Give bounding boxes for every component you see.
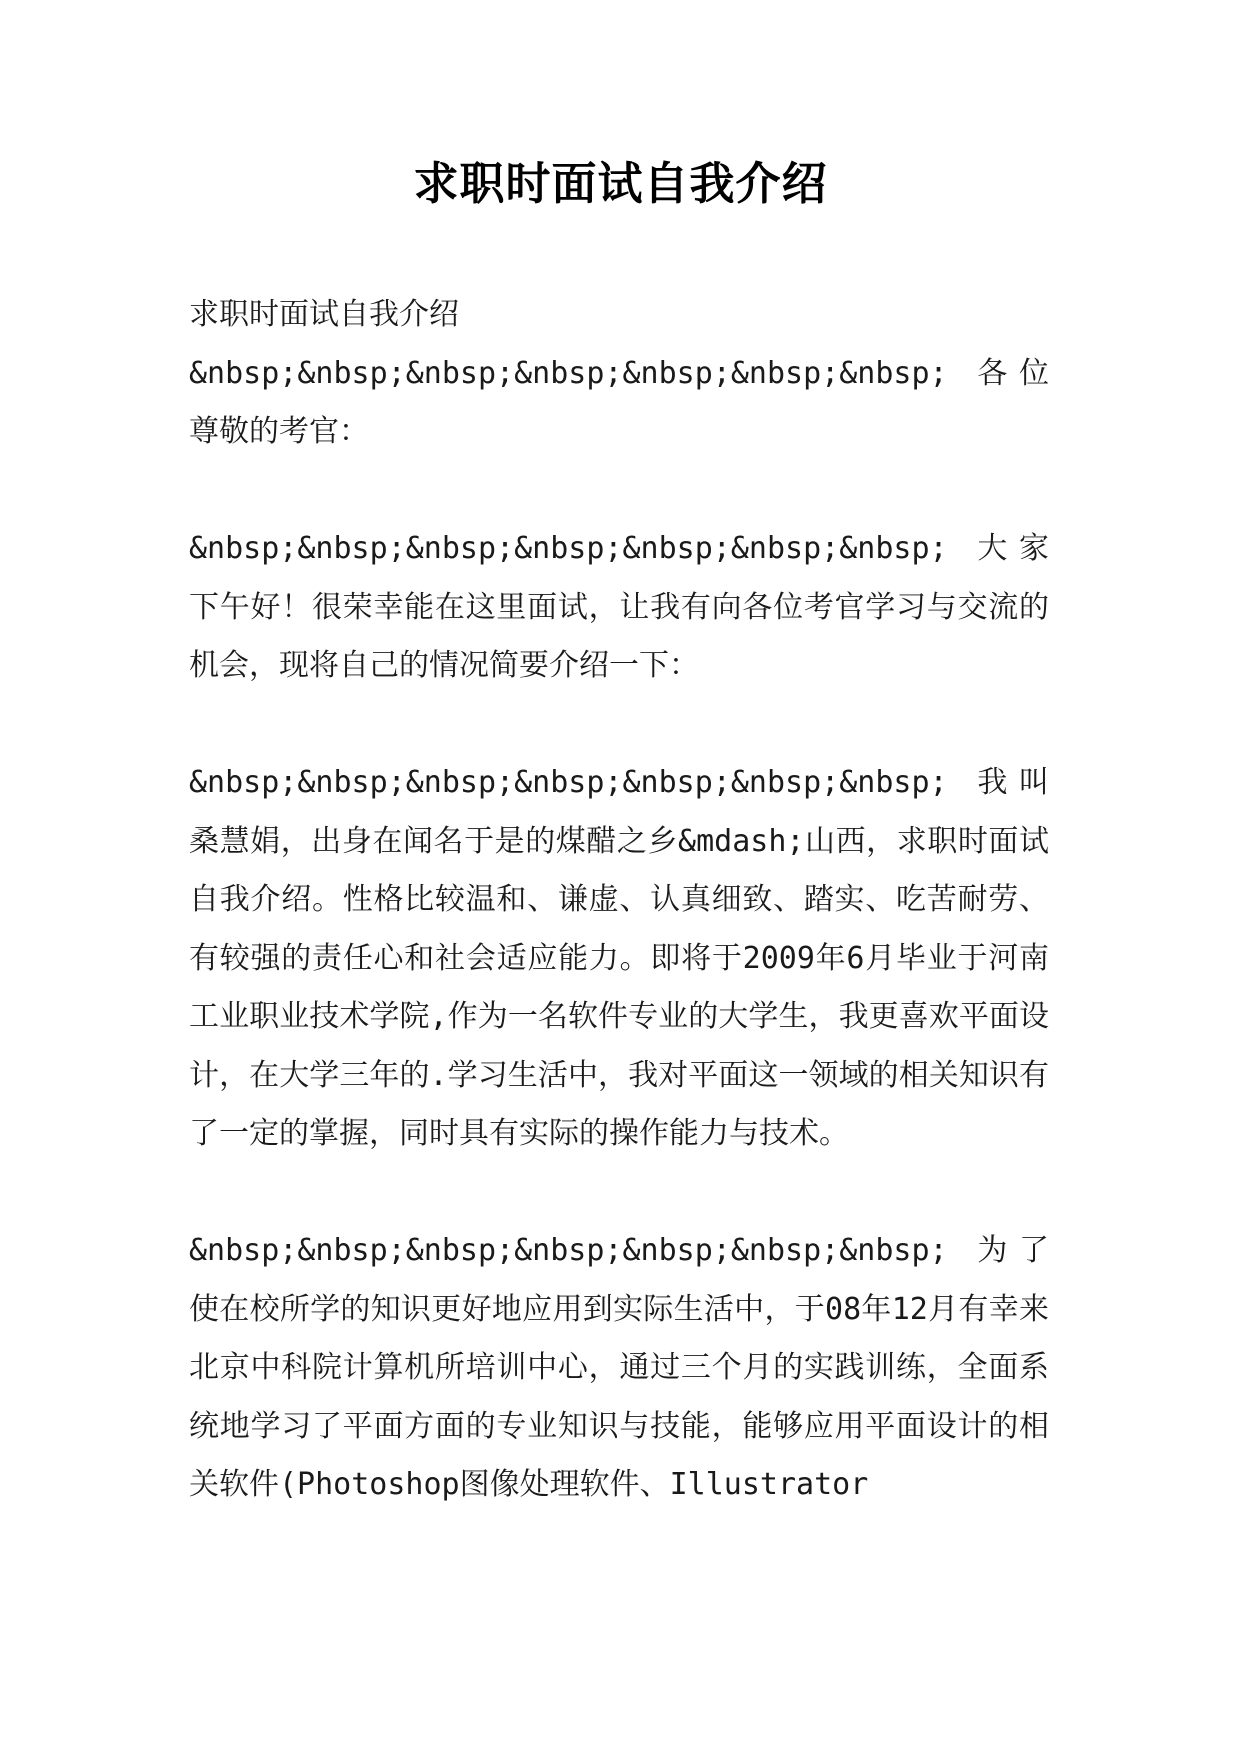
paragraph-training: &nbsp;&nbsp;&nbsp;&nbsp;&nbsp;&nbsp;&nbsp; 为了使在校所学的知识更好地应用到实际生活中，于08年12月有幸来北京中科院计算机所培训中心，通过三个月的实践训练，全面系统地学习了平面方面的专业知识与技能，能够应用平面设计的相关软件(Photoshop图像处理软件、Illustrator: [189, 1233, 1049, 1502]
paragraph-spacer: [189, 462, 1049, 521]
paragraph-spacer: [189, 1164, 1049, 1223]
paragraph-background: &nbsp;&nbsp;&nbsp;&nbsp;&nbsp;&nbsp;&nbsp; 我叫桑慧娟，出身在闻名于是的煤醋之乡&mdash;山西，求职时面试自我介绍。性格比较温和、谦虚、认真细致、踏实、吃苦耐劳、有较强的责任心和社会适应能力。即将于2009年6月毕业于河南工业职业技术学院,作为一名软件专业的大学生，我更喜欢平面设计，在大学三年的.学习生活中，我对平面这一领域的相关知识有了一定的掌握，同时具有实际的操作能力与技术。: [189, 765, 1049, 1151]
paragraph-greeting: &nbsp;&nbsp;&nbsp;&nbsp;&nbsp;&nbsp;&nbsp; 各位尊敬的考官：: [189, 355, 1049, 449]
document-body: [189, 286, 1049, 1515]
paragraph-spacer: [189, 696, 1049, 755]
paragraph-introduction: &nbsp;&nbsp;&nbsp;&nbsp;&nbsp;&nbsp;&nbsp; 大家下午好！很荣幸能在这里面试，让我有向各位考官学习与交流的机会，现将自己的情况简要介绍一下：: [189, 531, 1049, 683]
document-subtitle: 求职时面试自我介绍: [189, 297, 459, 332]
document-title: 求职时面试自我介绍: [413, 157, 828, 210]
